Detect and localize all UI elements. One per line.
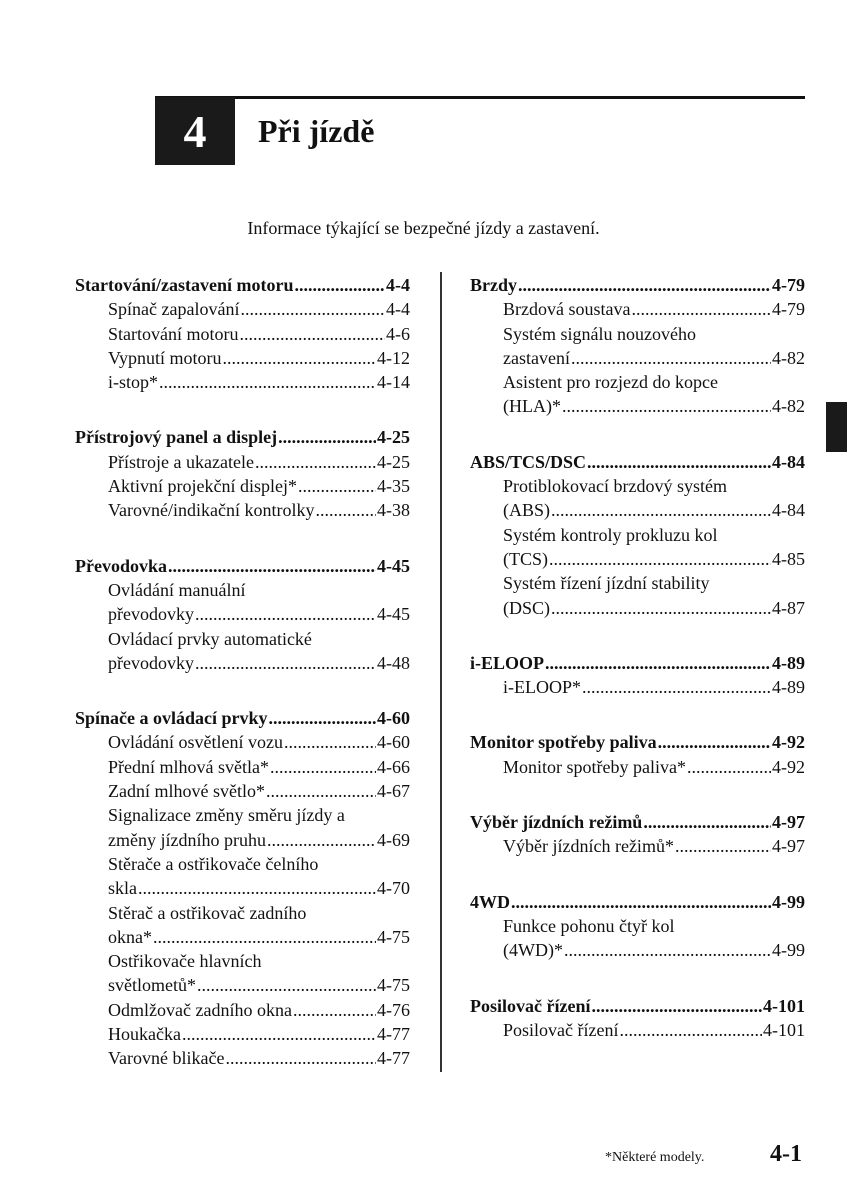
dot-leader	[549, 547, 771, 571]
toc-section-heading[interactable]	[470, 890, 805, 914]
toc-entry[interactable]	[75, 651, 410, 675]
toc-section	[75, 425, 410, 522]
toc-entry-label: Aktivní projekční displej*	[108, 476, 297, 497]
toc-entry-label: Brzdová soustava	[503, 299, 631, 320]
footnote: *Některé modely.	[605, 1150, 705, 1165]
toc-entry[interactable]	[75, 779, 410, 803]
toc-entry-label: Přístroje a ukazatele	[108, 451, 254, 472]
toc-entry-label: (4WD)*	[503, 940, 563, 961]
toc-entry[interactable]	[75, 876, 410, 900]
dot-leader	[138, 876, 376, 900]
toc-entry[interactable]	[75, 370, 410, 394]
toc-entry[interactable]	[470, 1018, 805, 1042]
toc-section-heading-label: Monitor spotřeby paliva	[470, 732, 657, 753]
toc-entry[interactable]	[470, 394, 805, 418]
toc-entry-label: převodovky	[108, 652, 194, 673]
toc-entry-page: 4-77	[377, 1048, 410, 1069]
toc-entry-label: světlometů*	[108, 975, 196, 996]
toc-entry-first-line[interactable]: Ovládání manuální	[108, 579, 246, 600]
toc-section-heading-label: Startování/zastavení motoru	[75, 275, 294, 295]
toc-section	[470, 730, 805, 779]
toc-entry[interactable]	[75, 498, 410, 522]
toc-entry-label: Vypnutí motoru	[108, 347, 222, 368]
toc-entry[interactable]	[470, 596, 805, 620]
dot-leader	[195, 651, 376, 675]
dot-leader	[168, 554, 376, 578]
toc-entry-label: Startování motoru	[108, 323, 239, 344]
dot-leader	[294, 273, 385, 297]
toc-left-column	[75, 273, 410, 1102]
toc-section-heading-label: Posilovač řízení	[470, 995, 591, 1016]
dot-leader	[658, 730, 771, 754]
toc-entry-page: 4-67	[377, 781, 410, 802]
toc-entry[interactable]	[470, 755, 805, 779]
dot-leader	[278, 425, 376, 449]
toc-entry-page: 4-87	[772, 597, 805, 618]
toc-entry-page: 4-99	[772, 940, 805, 961]
toc-entry[interactable]	[75, 322, 410, 346]
toc-section-heading-label: Spínače a ovládací prvky	[75, 708, 268, 729]
chapter-thumb-tab	[826, 402, 847, 452]
dot-leader	[267, 828, 376, 852]
toc-section-heading[interactable]	[75, 706, 410, 730]
toc-entry[interactable]	[470, 346, 805, 370]
toc-section-heading[interactable]	[75, 554, 410, 578]
toc-section-heading-page: 4-97	[772, 812, 805, 833]
toc-entry-label: Spínač zapalování	[108, 299, 240, 320]
toc-entry-page: 4-76	[377, 999, 410, 1020]
toc-section	[470, 450, 805, 620]
toc-section-heading[interactable]	[75, 273, 410, 297]
toc-entry-label: Varovné blikače	[108, 1048, 225, 1069]
toc-entry-page: 4-25	[377, 451, 410, 472]
toc-section	[470, 651, 805, 700]
dot-leader	[675, 834, 771, 858]
dot-leader	[239, 322, 385, 346]
toc-entry[interactable]	[75, 602, 410, 626]
toc-section-heading[interactable]	[470, 273, 805, 297]
toc-entry-page: 4-97	[772, 836, 805, 857]
toc-entry-label: (TCS)	[503, 548, 548, 569]
toc-entry-page: 4-69	[377, 829, 410, 850]
toc-entry[interactable]	[470, 297, 805, 321]
dot-leader	[582, 675, 771, 699]
toc-entry-first-line[interactable]: Ovládací prvky automatické	[108, 628, 312, 649]
toc-section-heading[interactable]	[470, 651, 805, 675]
chapter-number-box	[155, 97, 235, 165]
dot-leader	[159, 370, 376, 394]
toc-entry-page: 4-45	[377, 604, 410, 625]
toc-entry[interactable]	[75, 730, 410, 754]
toc-entry-label: i-stop*	[108, 372, 159, 393]
toc-section	[75, 554, 410, 675]
toc-section-heading-label: Výběr jízdních režimů	[470, 812, 643, 833]
toc-section-heading-label: ABS/TCS/DSC	[470, 451, 587, 472]
toc-entry-page: 4-84	[772, 500, 805, 521]
dot-leader	[545, 651, 771, 675]
toc-entry[interactable]	[470, 498, 805, 522]
toc-entry[interactable]	[470, 834, 805, 858]
toc-entry[interactable]	[75, 1046, 410, 1070]
toc-entry-page: 4-75	[377, 975, 410, 996]
toc-entry-label: Posilovač řízení	[503, 1019, 619, 1040]
toc-entry-page: 4-48	[377, 652, 410, 673]
toc-entry-page: 4-14	[377, 372, 410, 393]
toc-section	[470, 994, 805, 1043]
toc-section	[470, 810, 805, 859]
dot-leader	[591, 994, 762, 1018]
toc-entry-page: 4-66	[377, 756, 410, 777]
toc-entry[interactable]	[75, 346, 410, 370]
toc-entry-first-line[interactable]: Stěrač a ostřikovač zadního	[108, 902, 307, 923]
dot-leader	[284, 730, 376, 754]
toc-section-heading-page: 4-89	[772, 652, 805, 673]
toc-section-heading-page: 4-84	[772, 451, 805, 472]
toc-entry-page: 4-38	[377, 500, 410, 521]
toc-entry-label: okna*	[108, 926, 152, 947]
toc-entry[interactable]	[75, 828, 410, 852]
toc-entry-label: i-ELOOP*	[503, 677, 581, 698]
toc-section-heading-label: i-ELOOP	[470, 652, 545, 673]
toc-entry-label: Ovládání osvětlení vozu	[108, 732, 283, 753]
toc-section-heading-page: 4-79	[772, 275, 805, 295]
toc-entry-label: zastavení	[503, 347, 570, 368]
toc-section	[75, 273, 410, 394]
toc-entry-label: (ABS)	[503, 500, 551, 521]
toc-entry[interactable]	[75, 925, 410, 949]
toc-entry-first-line[interactable]: Systém signálu nouzového	[503, 323, 696, 344]
toc-entry-first-line[interactable]: Funkce pohonu čtyř kol	[503, 915, 675, 936]
toc-section-heading-page: 4-92	[772, 732, 805, 753]
dot-leader	[619, 1018, 762, 1042]
toc-entry-page: 4-101	[763, 1019, 805, 1040]
toc-section-heading-page: 4-60	[377, 708, 410, 729]
dot-leader	[643, 810, 771, 834]
dot-leader	[631, 297, 771, 321]
toc-entry-first-line[interactable]: Systém kontroly prokluzu kol	[503, 524, 718, 545]
toc-entry-label: Houkačka	[108, 1024, 181, 1045]
toc-entry-first-line[interactable]: Stěrače a ostřikovače čelního	[108, 853, 319, 874]
toc-entry-label: Přední mlhová světla*	[108, 756, 269, 777]
dot-leader	[182, 1022, 376, 1046]
dot-leader	[270, 755, 376, 779]
toc-section-heading[interactable]	[470, 730, 805, 754]
toc-section-heading[interactable]	[470, 994, 805, 1018]
toc-entry-label: Zadní mlhové světlo*	[108, 781, 265, 802]
dot-leader	[255, 450, 376, 474]
dot-leader	[587, 450, 771, 474]
dot-leader	[266, 779, 376, 803]
toc-entry-label: skla	[108, 878, 137, 899]
toc-entry-page: 4-75	[377, 926, 410, 947]
toc-entry-page: 4-60	[377, 732, 410, 753]
dot-leader	[551, 596, 771, 620]
dot-leader	[518, 273, 771, 297]
toc-entry-label: převodovky	[108, 604, 194, 625]
toc-section-heading-label: Přístrojový panel a displej	[75, 427, 278, 448]
toc-section-heading-page: 4-25	[377, 427, 410, 448]
chapter-number: 4	[183, 105, 207, 157]
dot-leader	[293, 998, 376, 1022]
toc-entry[interactable]	[470, 675, 805, 699]
toc-section-heading-page: 4-99	[772, 891, 805, 912]
toc-entry-page: 4-89	[772, 677, 805, 698]
toc-entry-first-line[interactable]: Systém řízení jízdní stability	[503, 573, 710, 594]
dot-leader	[225, 1046, 376, 1070]
toc-entry-page: 4-35	[377, 476, 410, 497]
dot-leader	[195, 602, 376, 626]
toc-entry-page: 4-82	[772, 396, 805, 417]
dot-leader	[551, 498, 771, 522]
toc-entry[interactable]	[75, 474, 410, 498]
toc-entry-page: 4-79	[772, 299, 805, 320]
toc-section-heading-label: Převodovka	[75, 555, 167, 576]
toc-section-heading-page: 4-45	[377, 555, 410, 576]
chapter-title: Při jízdě	[258, 113, 375, 149]
toc-entry-label: Monitor spotřeby paliva*	[503, 756, 686, 777]
toc-section-heading-page: 4-4	[386, 275, 410, 295]
dot-leader	[223, 346, 376, 370]
toc-entry-first-line[interactable]: Ostřikovače hlavních	[108, 951, 262, 972]
toc-section	[75, 706, 410, 1070]
toc-entry-page: 4-70	[377, 878, 410, 899]
dot-leader	[240, 297, 385, 321]
toc-entry-page: 4-85	[772, 548, 805, 569]
column-divider	[440, 272, 442, 1072]
dot-leader	[298, 474, 376, 498]
dot-leader	[511, 890, 771, 914]
toc-section-heading-label: 4WD	[470, 891, 510, 912]
toc-entry-label: (HLA)*	[503, 396, 561, 417]
toc-entry-label: Odmlžovač zadního okna	[108, 999, 292, 1020]
toc-entry[interactable]	[75, 973, 410, 997]
dot-leader	[269, 706, 376, 730]
toc-section	[470, 273, 805, 419]
dot-leader	[571, 346, 771, 370]
toc-section-heading[interactable]	[75, 425, 410, 449]
toc-section-heading-page: 4-101	[763, 995, 805, 1016]
toc-entry-page: 4-77	[377, 1024, 410, 1045]
toc-entry-page: 4-12	[377, 347, 410, 368]
toc-entry[interactable]	[75, 450, 410, 474]
toc-entry[interactable]	[75, 755, 410, 779]
toc-entry-label: Výběr jízdních režimů*	[503, 836, 674, 857]
toc-entry-page: 4-6	[386, 323, 410, 344]
toc-entry-first-line[interactable]: Asistent pro rozjezd do kopce	[503, 372, 718, 393]
dot-leader	[153, 925, 376, 949]
chapter-intro: Informace týkající se bezpečné jízdy a zastavení.	[247, 218, 600, 238]
toc-entry-label: Varovné/indikační kontrolky	[108, 500, 315, 521]
dot-leader	[564, 938, 771, 962]
toc-entry-first-line[interactable]: Signalizace změny směru jízdy a	[108, 805, 345, 826]
toc-entry[interactable]	[470, 547, 805, 571]
toc-entry[interactable]	[75, 998, 410, 1022]
toc-entry[interactable]	[75, 1022, 410, 1046]
toc-entry-page: 4-4	[386, 299, 410, 320]
toc-entry-label: (DSC)	[503, 597, 551, 618]
toc-entry-first-line[interactable]: Protiblokovací brzdový systém	[503, 476, 727, 497]
dot-leader	[687, 755, 771, 779]
toc-entry[interactable]	[470, 938, 805, 962]
dot-leader	[197, 973, 376, 997]
toc-entry-page: 4-92	[772, 756, 805, 777]
toc-section-heading[interactable]	[470, 810, 805, 834]
toc-section-heading[interactable]	[470, 450, 805, 474]
toc-right-column	[470, 273, 805, 1073]
toc-entry[interactable]	[75, 297, 410, 321]
toc-section	[470, 890, 805, 963]
top-rule	[155, 96, 805, 99]
toc-entry-page: 4-82	[772, 347, 805, 368]
toc-section-heading-label: Brzdy	[470, 275, 517, 295]
toc-entry-label: změny jízdního pruhu	[108, 829, 266, 850]
page-number: 4-1	[770, 1141, 802, 1167]
dot-leader	[315, 498, 376, 522]
dot-leader	[562, 394, 771, 418]
